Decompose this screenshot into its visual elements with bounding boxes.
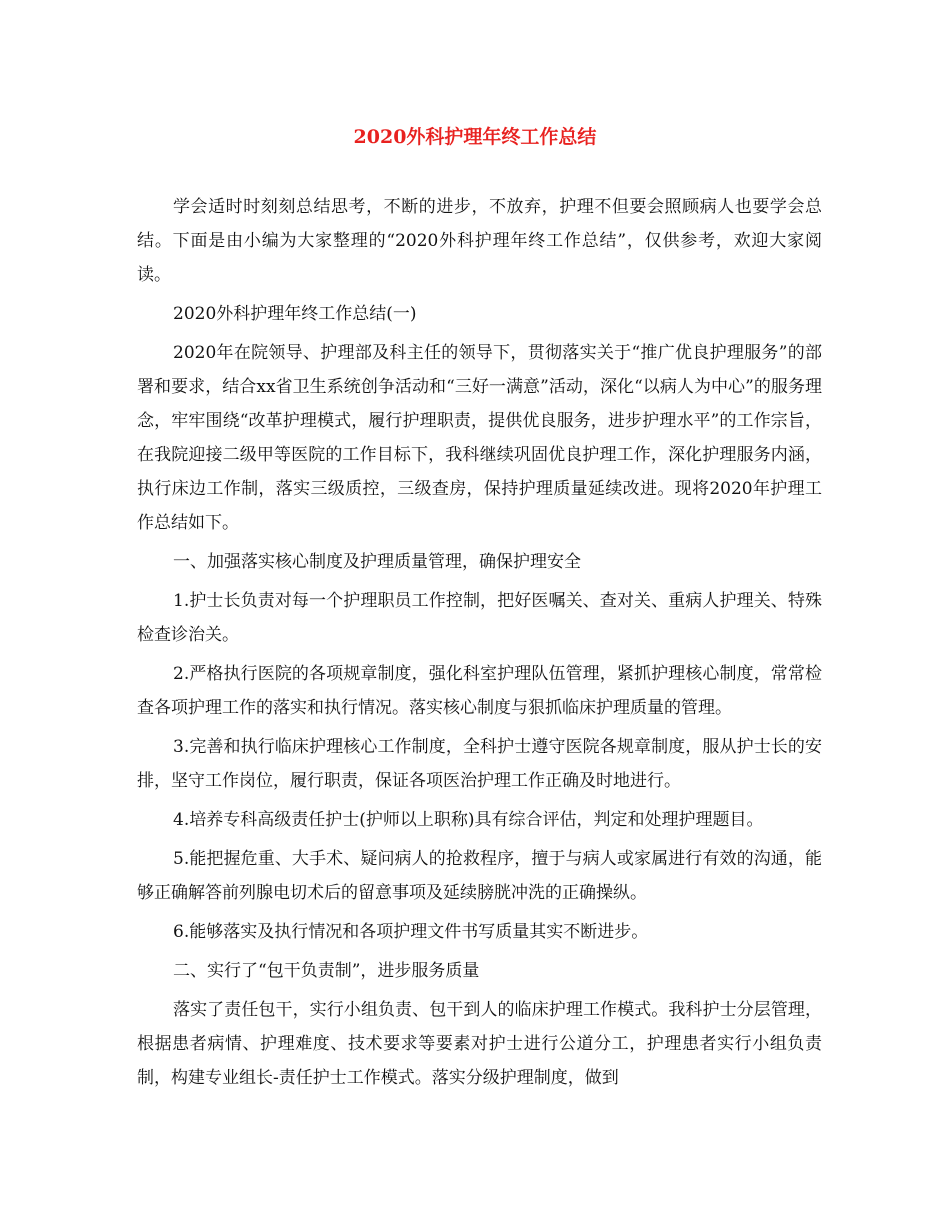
- subsection-heading: 二、实行了“包干负责制”，进步服务质量: [173, 961, 480, 981]
- subsection-heading: 一、加强落实核心制度及护理质量管理，确保护理安全: [173, 552, 581, 572]
- body-paragraph: 落实了责任包干，实行小组负责、包干到人的临床护理工作模式。我科护士分层管理，根据患者病情、护理难度、技术要求等要素对护士进行公道分工，护理患者实行小组负责制，构建专业组长-责任护士工作模式。落实分级护理制度，做到: [137, 1000, 822, 1088]
- list-item: 2.严格执行医院的各项规章制度，强化科室护理队伍管理，紧抓护理核心制度，常常检查各项护理工作的落实和执行情况。落实核心制度与狠抓临床护理质量的管理。: [137, 664, 822, 718]
- section-heading: 2020外科护理年终工作总结(一): [173, 304, 417, 324]
- body-paragraph: 2020年在院领导、护理部及科主任的领导下，贯彻落实关于“推广优良护理服务”的部署和要求，结合xx省卫生系统创争活动和“三好一满意”活动，深化“以病人为中心”的服务理念，牢牢围绕“改革护理模式，履行护理职责，提供优良服务，进步护理水平”的工作宗旨，在我院迎接二级甲等医院的工作目标下，我科继续巩固优良护理工作，深化护理服务内涵，执行床边工作制，落实三级质控，三级查房，保持护理质量延续改进。现将2020年护理工作总结如下。: [137, 343, 822, 533]
- list-item: 4.培养专科高级责任护士(护师以上职称)具有综合评估，判定和处理护理题目。: [173, 810, 764, 830]
- list-item: 5.能把握危重、大手术、疑问病人的抢救程序，擅于与病人或家属进行有效的沟通，能够正确解答前列腺电切术后的留意事项及延续膀胱冲洗的正确操纵。: [137, 849, 822, 903]
- document-title: 2020外科护理年终工作总结: [353, 126, 597, 148]
- list-item: 1.护士长负责对每一个护理职员工作控制，把好医嘱关、查对关、重病人护理关、特殊检查诊治关。: [137, 591, 822, 645]
- document-body: [137, 190, 822, 1100]
- list-item: 6.能够落实及执行情况和各项护理文件书写质量其实不断进步。: [173, 922, 649, 942]
- intro-paragraph: 学会适时时刻刻总结思考，不断的进步，不放弃，护理不但要会照顾病人也要学会总结。下面是由小编为大家整理的“2020外科护理年终工作总结”，仅供参考，欢迎大家阅读。: [137, 197, 822, 285]
- list-item: 3.完善和执行临床护理核心工作制度，全科护士遵守医院各规章制度，服从护士长的安排，坚守工作岗位，履行职责，保证各项医治护理工作正确及时地进行。: [137, 737, 822, 791]
